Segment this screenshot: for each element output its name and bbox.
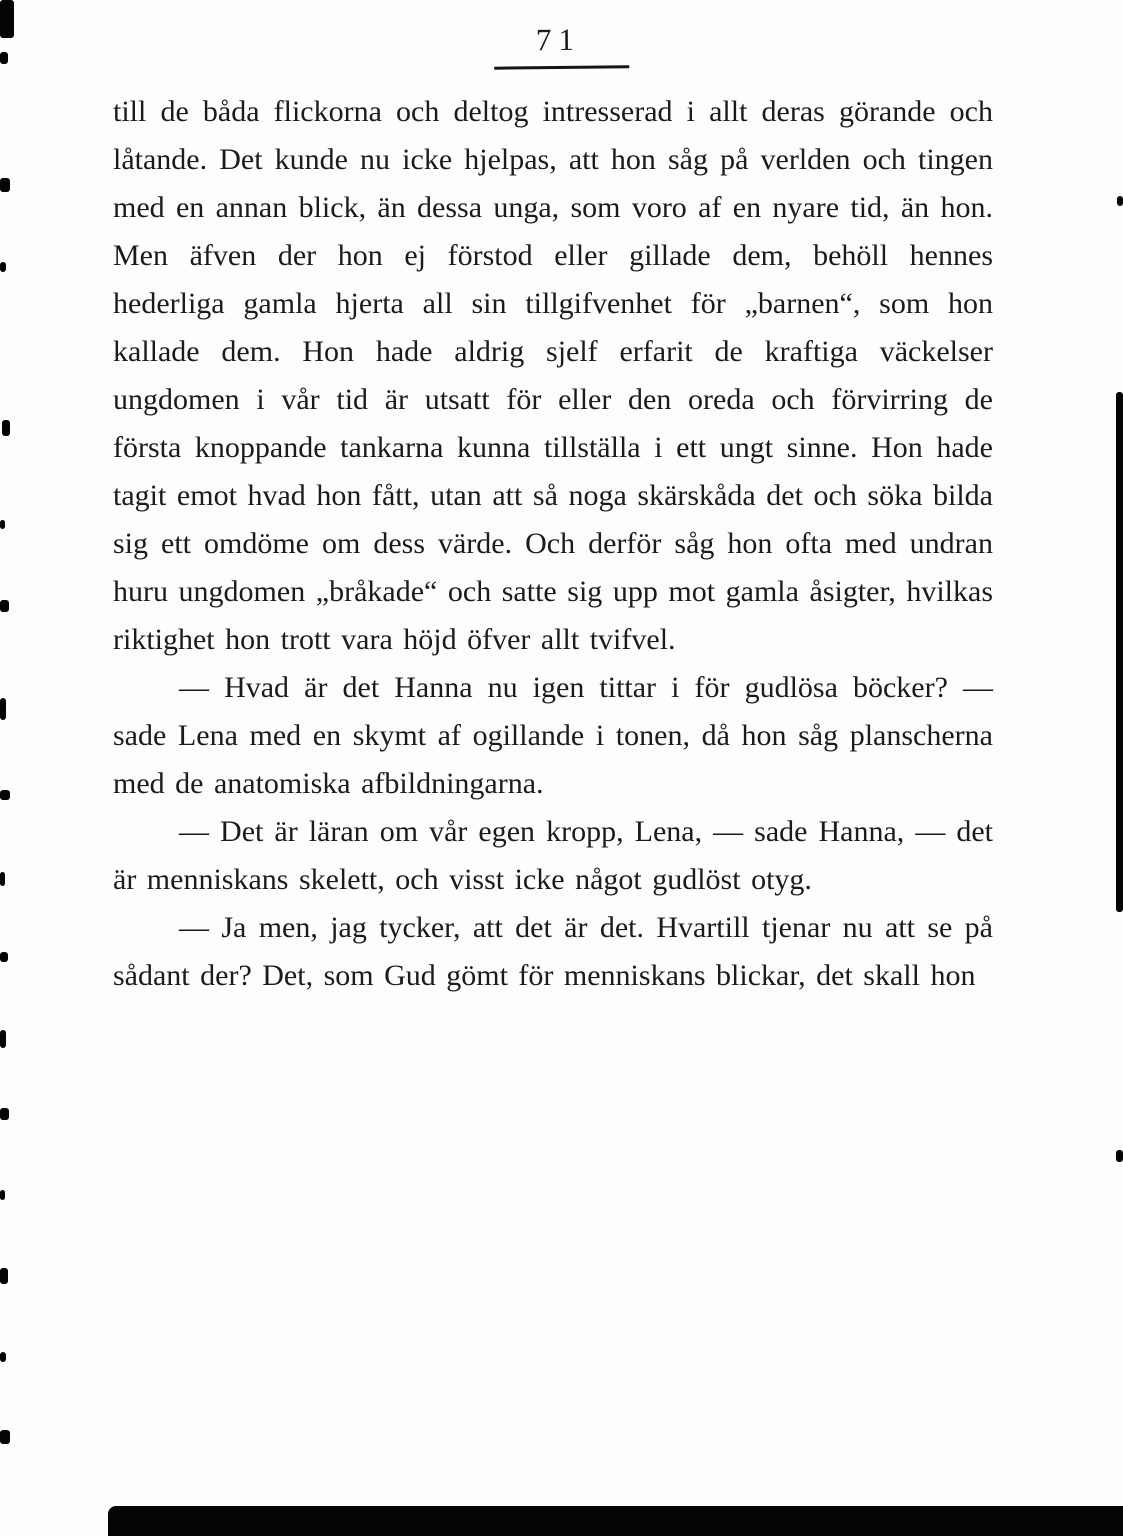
scan-artifact — [0, 0, 14, 38]
scan-artifact — [0, 790, 10, 800]
scan-artifact — [0, 1352, 6, 1362]
scan-artifact — [2, 420, 10, 436]
page-text — [113, 88, 993, 1000]
page-number: 71 — [494, 21, 629, 69]
scan-artifact — [0, 1190, 5, 1200]
scan-artifact — [0, 178, 10, 192]
scan-artifact — [0, 600, 9, 612]
scan-artifact — [0, 872, 5, 886]
paragraph: till de båda flickorna och deltog intresserad i allt deras görande och låtande. Det kunde nu icke hjelpas, att hon såg på verlden och tingen med en annan blick, än dessa unga, som voro af en nyare tid, än hon. Men äfven der hon ej förstod eller gillade dem, behöll hennes hederliga gamla hjerta all sin tillgifvenhet för „barnen“, som hon kallade dem. Hon hade aldrig sjelf erfarit de kraftiga väckelser ungdomen i vår tid är utsatt för eller den oreda och förvirring de första knoppande tankarna kunna tillställa i ett ungt sinne. Hon hade tagit emot hvad hon fått, utan att så noga skärskåda det och söka bilda sig ett omdöme om dess värde. Och derför såg hon ofta med undran huru ungdomen „bråkade“ och satte sig upp mot gamla åsigter, hvilkas riktighet hon trott vara höjd öfver allt tvifvel. — [113, 95, 993, 656]
paragraph: — Hvad är det Hanna nu igen tittar i för gudlösa böcker? — sade Lena med en skymt af ogillande i tonen, då hon såg planscherna med de anatomiska afbildningarna. — [113, 671, 993, 800]
page-header — [0, 22, 1123, 69]
scan-artifact — [0, 698, 6, 720]
scan-artifact — [0, 52, 8, 64]
scan-artifact — [1116, 1150, 1123, 1162]
scan-artifact — [0, 520, 5, 529]
scan-artifact — [1116, 392, 1123, 912]
scan-artifact — [108, 1506, 1123, 1536]
scan-artifact — [0, 1030, 6, 1048]
paragraph: — Det är läran om vår egen kropp, Lena, — sade Hanna, — det är menniskans skelett, och visst icke något gudlöst otyg. — [113, 815, 993, 896]
scan-artifact — [0, 1430, 10, 1444]
paragraph: — Ja men, jag tycker, att det är det. Hvartill tjenar nu att se på sådant der? Det, som Gud gömt för menniskans blickar, det skall hon — [113, 911, 993, 992]
scan-artifact — [1117, 196, 1123, 206]
scan-artifact — [0, 262, 6, 272]
scan-artifact — [0, 1268, 8, 1284]
scan-artifact — [0, 1108, 9, 1120]
scan-artifact — [0, 952, 8, 962]
